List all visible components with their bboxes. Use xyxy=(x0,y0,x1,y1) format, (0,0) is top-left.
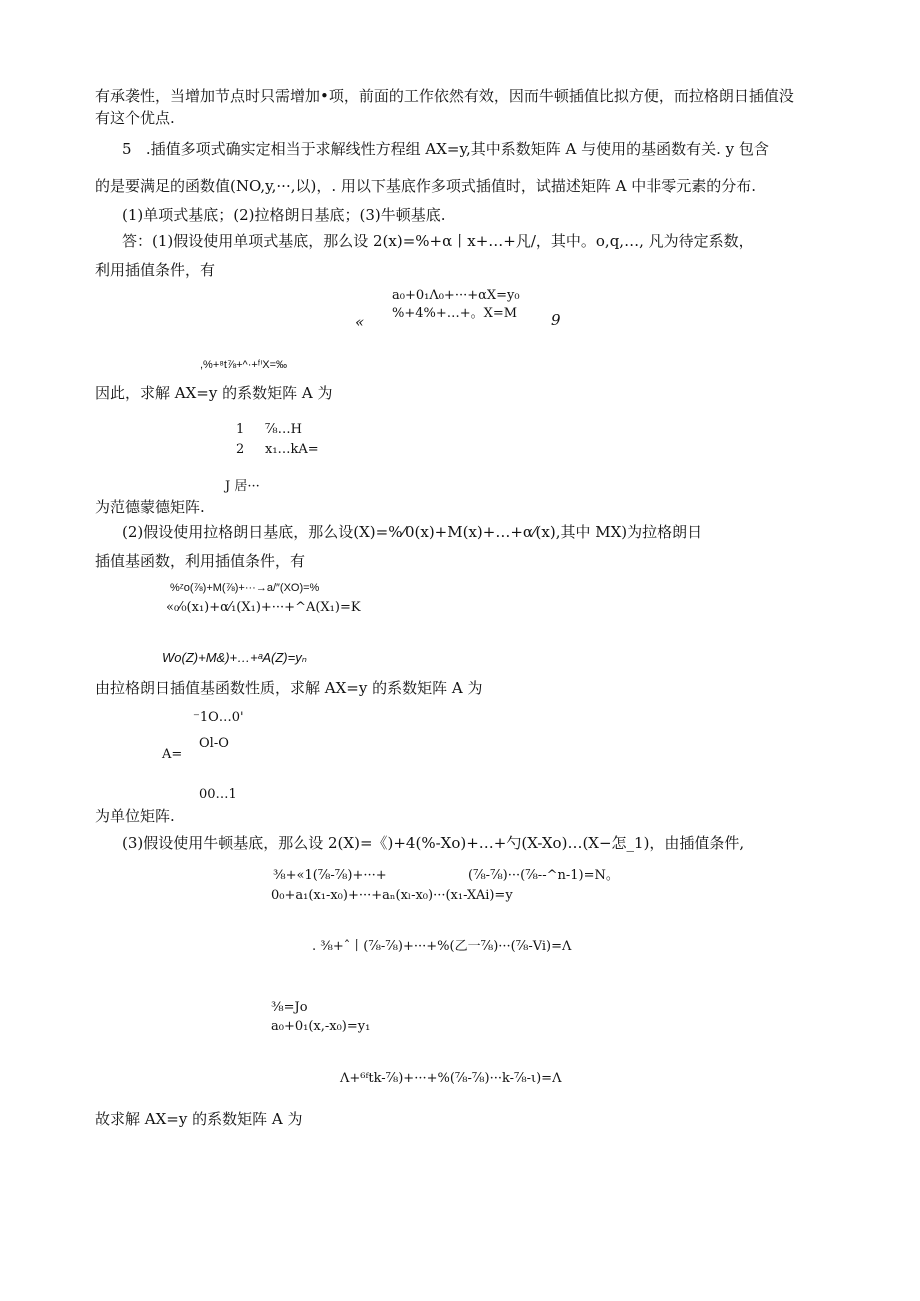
equation: . ⅜+ˆ丨(⅞-⅞)+···+%(乙一⅞)···(⅞-Vi)=Λ xyxy=(312,939,572,954)
matrix-row-number: 1 xyxy=(236,422,245,437)
text-line: 因此，求解 AX=y 的系数矩阵 A 为 xyxy=(95,384,333,402)
text-line: 为范德蒙德矩阵. xyxy=(95,498,205,516)
matrix-row: Ol-O xyxy=(199,736,229,751)
answer-part-3: (3)假设使用牛顿基底，那么设 2(X)=《)+4(%-Xo)+…+勺(X-Xo)…(X−怎_1)，由插值条件, xyxy=(122,834,745,852)
equation: 0₀+a₁(x₁-x₀)+···+aₙ(xₗ-x₀)···(x₁-XAi)=y xyxy=(271,888,513,903)
equation: a₀+0₁(x,-x₀)=y₁ xyxy=(271,1019,371,1034)
equation: ⅜+«1(⅞-⅞)+···+ xyxy=(273,868,387,883)
matrix-row: ⁻1O…0' xyxy=(193,710,244,725)
equation: %+4%+…+。X=M xyxy=(392,306,518,321)
equation: «₀⁄₀(x₁)+α⁄₁(X₁)+···+^A(X₁)=K xyxy=(166,600,361,615)
matrix-row: J 居··· xyxy=(225,479,260,494)
matrix-label: A= xyxy=(162,747,183,762)
equation: ⅜=Jo xyxy=(271,1000,308,1015)
matrix-row: 00…1 xyxy=(199,787,237,802)
text-line: 为单位矩阵. xyxy=(95,807,175,825)
equation: « xyxy=(355,313,365,331)
equation: a₀+0₁Λ₀+···+αX=y₀ xyxy=(392,288,520,303)
text-line: 利用插值条件，有 xyxy=(95,261,216,279)
text-line: (1)单项式基底；(2)拉格朗日基底；(3)牛顿基底. xyxy=(122,206,446,224)
equation: %ᶻo(⅞)+M(⅞)+···→a/″(XO)=% xyxy=(170,582,320,594)
answer-part-2: (2)假设使用拉格朗日基底，那么设(X)=%⁄0(x)+M(x)+…+α⁄(x),其中 MX)为拉格朗日 xyxy=(122,523,703,541)
text-line: 插值基函数，利用插值条件，有 xyxy=(95,552,306,570)
equation: Wo(Z)+M&)+…+ᵃA(Z)=yₙ xyxy=(162,650,307,665)
equation: (⅞-⅞)···(⅞--^n-1)=N。 xyxy=(468,868,619,883)
text-line: 有这个优点. xyxy=(95,109,175,127)
text-line: 由拉格朗日插值基函数性质，求解 AX=y 的系数矩阵 A 为 xyxy=(95,679,483,697)
answer-part-1: 答：(1)假设使用单项式基底，那么设 2(x)=%+α丨x+…+凡/，其中。o,q,…, 凡为待定系数， xyxy=(122,232,754,250)
equation: 9 xyxy=(551,311,561,329)
text-line: 故求解 AX=y 的系数矩阵 A 为 xyxy=(95,1110,303,1128)
equation: Λ+⁶ᶠtk-⅞)+···+%(⅞-⅞)···k-⅞-ι)=Λ xyxy=(340,1071,562,1086)
question-5-line: 5 .插值多项式确实定相当于求解线性方程组 AX=y,其中系数矩阵 A 与使用的基函数有关. y 包含 xyxy=(122,140,769,158)
matrix-row-number: 2 xyxy=(236,442,245,457)
matrix-row: x₁…kA= xyxy=(265,442,319,457)
text-line: 的是要满足的函数值(NO,y,···,以)，. 用以下基底作多项式插值时，试描述矩阵 A 中非零元素的分布. xyxy=(95,177,757,195)
matrix-row: ⅞…H xyxy=(265,422,302,437)
text-line: 有承袭性，当增加节点时只需增加•项，前面的工作依然有效，因而牛顿插值比拟方便，而拉格朗日插值没 xyxy=(95,87,794,105)
equation: ,%+⁸t⅞+^·+ᶠⁱX=‰ xyxy=(200,359,288,371)
